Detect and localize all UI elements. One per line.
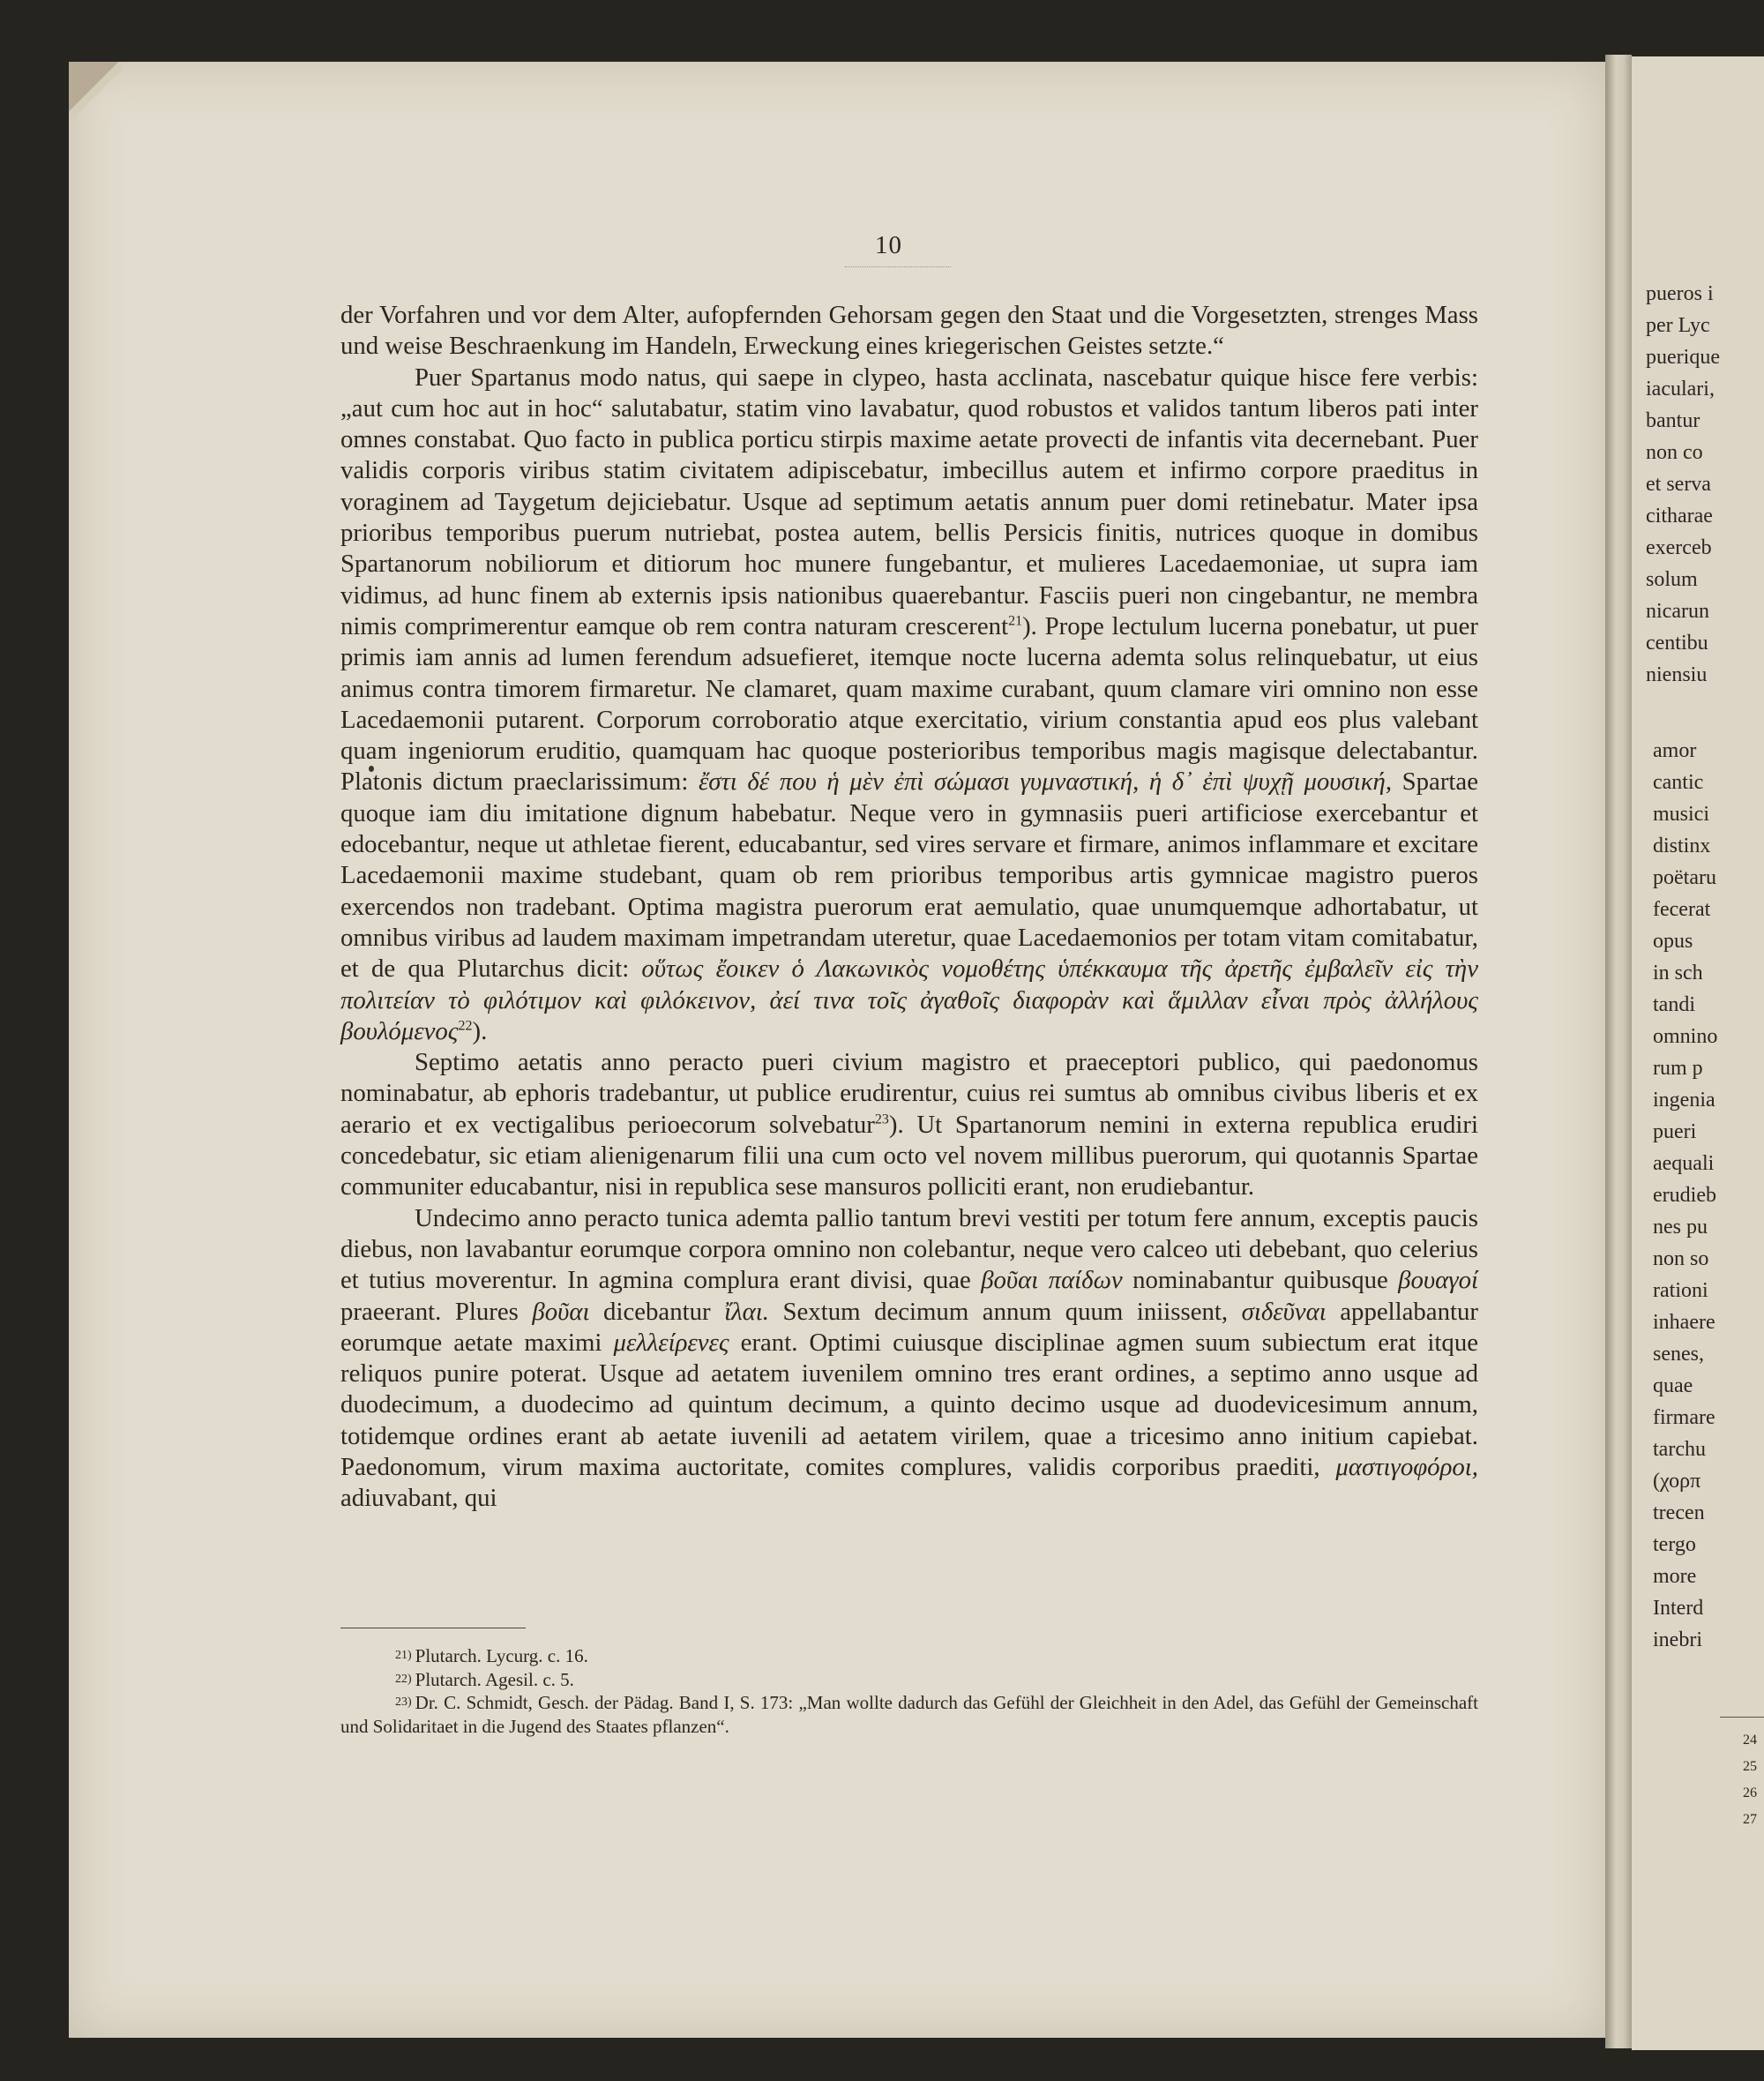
footnote-text: Plutarch. Agesil. c. 5. [415,1668,574,1690]
next-page-footnote-rule [1720,1717,1764,1718]
text-run: praeerant. Plures [340,1297,533,1326]
next-page-line-fragment: bantur [1646,409,1700,432]
next-page-line-fragment: pueri [1653,1120,1697,1143]
next-page-line-fragment: pueros i [1646,282,1714,305]
paragraph [340,1203,1478,1515]
next-page-line-fragment: centibu [1646,632,1708,655]
page-number-ornament [845,266,951,273]
greek-quotation: σιδεῦναι [1241,1297,1327,1326]
text-run: ). Prope lectulum lucerna ponebatur, ut puer primis iam annis ad lumen ferendum adsuefieret, itemque nocte lucerna ademta solus relinquebatur, ut eius animus contra timorem firmaretur. Ne clamaret, quam maxime curabant, quum clamare viri omnino non esse Lacedaemonii putarent. Corporum corroboratio atque exercitatio, virium constantia apud eos plus valebant quam ingeniorum eruditio, quamquam hac quoque posterioribus temporibus magis magisque delectabantur. Platonis dictum praeclarissimum: [340,611,1478,797]
paragraph [340,363,1478,1048]
next-page-line-fragment: et serva [1646,473,1711,496]
greek-quotation: μαστιγοφόροι, [1335,1452,1478,1481]
next-page-line-fragment: niensiu [1646,663,1708,686]
text-run: nominabantur quibusque [1122,1266,1399,1295]
body-text [340,300,1478,1515]
text-run: dicebantur [589,1297,725,1326]
next-page-line-fragment: inhaere [1653,1311,1715,1334]
next-page-line-fragment: in sch [1653,962,1703,984]
next-page-line-fragment: non so [1653,1247,1709,1270]
footnote-text: Dr. C. Schmidt, Gesch. der Pädag. Band I, S. 173: „Man wollte dadurch das Gefühl der Gleichheit in den Adel, das Gefühl der Gemeinschaft und Solidaritaet in die Jugend des Staates pflanzen“. [340,1692,1478,1737]
next-page-line-fragment: aequali [1653,1152,1715,1175]
text-run: der Vorfahren und vor dem Alter, aufopfernden Gehorsam gegen den Staat und die Vorgesetzten, strenges Mass und weise Beschraenkung im Handeln, Erweckung eines kriegerischen Geistes setzte.“ [340,301,1478,361]
greek-quotation: ἔστι δέ που ἡ μὲν ἐπὶ σώμασι γυμναστική, ἡ δ᾽ ἐπὶ ψυχῇ μουσική, [698,767,1393,797]
next-page-line-fragment: fecerat [1653,898,1711,921]
next-page-line-fragment: (χορπ [1653,1470,1701,1493]
greek-quotation: ἴλαι. [724,1297,769,1326]
next-page-footnote-mark: 27 [1743,1812,1757,1827]
next-page-line-fragment: puerique [1646,346,1720,369]
next-page-line-fragment: iaculari, [1646,378,1715,400]
greek-quotation: βοῦαι [532,1297,590,1326]
paragraph [340,1047,1478,1202]
next-page-line-fragment: per Lyc [1646,314,1710,337]
next-page-line-fragment: Interd [1653,1597,1704,1620]
text-run: adiuvabant, qui [340,1484,497,1513]
footnotes [340,1644,1478,1738]
next-page-line-fragment: citharae [1646,505,1713,528]
greek-quotation: οὕτως ἔοικεν ὁ Λακωνικὸς νομοθέτης ὑπέκκαυμα τῆς ἀρετῆς ἐμβαλεῖν εἰς τὴν πολιτείαν τὸ φιλότιμον καὶ φιλόκεινον, ἀεί τινα τοῖς ἀγαθοῖς διαφορὰν καὶ ἅμιλλαν εἶναι πρὸς ἀλλήλους βουλόμενος [340,954,1478,1045]
next-page-line-fragment: nicarun [1646,600,1709,623]
next-page-footnote-mark: 25 [1743,1759,1757,1774]
next-page-line-fragment: rationi [1653,1279,1708,1302]
text-run: Undecimo anno peracto tunica ademta pallio tantum brevi vestiti per totum fere annum, exceptis paucis diebus, non lavabantur eorumque corpora omnino non colebantur, neque vero calceo uti debebant, quo celerius et tutius moverentur. In agmina complura erant divisi, quae [340,1203,1478,1295]
next-page-line-fragment: distinx [1653,835,1711,857]
footnote [340,1644,1478,1668]
next-page-line-fragment: solum [1646,568,1698,591]
next-page-line-fragment: quae [1653,1374,1693,1397]
footnote-reference: 21 [1008,613,1023,629]
footnote [340,1691,1478,1738]
next-page-line-fragment: cantic [1653,771,1704,794]
next-page-footnote-mark: 26 [1743,1785,1757,1800]
next-page-line-fragment: firmare [1653,1406,1715,1429]
paragraph [340,300,1478,363]
footnote-text: Plutarch. Lycurg. c. 16. [415,1645,588,1666]
text-run: Puer Spartanus modo natus, qui saepe in clypeo, hasta acclinata, nascebatur quique hisce fere verbis: „aut cum hoc aut in hoc“ salutabatur, statim vino lavabatur, quod robustos et validos tantum liberos pati inter omnes constabat. Quo facto in publica porticu stirpis maxime aetate provecti de infantis vita decernebant. Puer validis corporis viribus statim civitatem adipiscebatur, imbecillus autem et infirmo corpore praeditus in voraginem ad Taygetum dejiciebatur. Usque ad septimum aetatis annum puer domi retinebatur. Mater ipsa prioribus temporibus puerum nutriebat, postea autem, bellis Persicis finitis, nutrices quoque in domibus Spartanorum nobiliorum et ditiorum hoc munere fungebantur, et mulieres Lacedaemoniae, ut supra iam vidimus, ad hunc finem ab externis ipsis nationibus quaerebantur. Fasciis pueri non cingebantur, ne membra nimis comprimerentur eamque ob rem contra naturam crescerent [340,363,1478,640]
text-run: Spartae quoque iam diu imitatione dignum habebatur. Neque vero in gymnasiis pueri artificiose exercebantur et edocebantur, neque ut athletae fierent, educabantur, sed vires servare et firmare, animos inflammare et excitare Lacedaemonii maxime studebant, quam ob rem prioribus temporibus artis gymnicae magistro pueros exercendos non tradebant. Optima magistra puerorum erat aemulatio, quae unumquemque adhortabatur, ut omnibus viribus ad laudem maximam impetrandam uteretur, quae Lacedaemonios per totam vitam comitabatur, et de qua Plutarchus dicit: [340,767,1478,984]
next-page-line-fragment: musici [1653,803,1709,826]
next-page-line-fragment: more [1653,1565,1697,1588]
text-run: appellabantur eorumque aetate maximi [340,1297,1478,1357]
text-run: ). [472,1016,488,1045]
next-page-edge [1632,56,1764,2050]
text-run: erant. Optimi cuiusque disciplinae agmen suum subiectum erat itque reliquos punire poterat. Usque ad aetatem iuvenilem omnino tres erant ordines, a septimo anno usque ad duodecimum, a duodecimo ad quintum decimum, a quinto decimo usque ad duodevicesimum annum, totidemque ordines erant ab aetate iuvenili ad aetatem virilem, quae a tricesimo anno initium capiebat. Paedonomum, virum maxima auctoritate, comites complures, validis corporibus praediti, [340,1328,1479,1481]
text-run: Septimo aetatis anno peracto pueri civium magistro et praeceptori publico, qui paedonomus nominabatur, ab ephoris tradebantur, ut publice erudirentur, cuius rei sumtus ab omnibus civibus liberis et ex aerario et ex vectigalibus perioecorum solvebatur [340,1048,1478,1139]
book-gutter [1605,55,1632,2048]
next-page-line-fragment: tergo [1653,1533,1696,1556]
next-page-line-fragment: nes pu [1653,1216,1708,1239]
text-run: ). Ut Spartanorum nemini in externa republica erudiri concedebatur, sic etiam alienigenarum filii una cum octo vel novem millibus puerorum, qui quotannis Spartae communiter educabantur, nisi in republica sese mansuros polliciti erant, non erudiebantur. [340,1110,1478,1201]
next-page-line-fragment: trecen [1653,1501,1705,1524]
footnote-number: 23) [395,1695,412,1709]
footnote-number: 21) [395,1649,412,1662]
footnote [340,1668,1478,1692]
next-page-line-fragment: senes, [1653,1343,1704,1366]
greek-quotation: βουαγοί [1398,1266,1478,1295]
next-page-line-fragment: tarchu [1653,1438,1706,1461]
greek-quotation: βοῦαι παίδων [981,1266,1123,1295]
next-page-line-fragment: non co [1646,441,1703,464]
page-number: 10 [875,231,902,259]
next-page-footnote-mark: 24 [1743,1733,1757,1748]
next-page-line-fragment: ingenia [1653,1089,1715,1112]
next-page-line-fragment: amor [1653,739,1697,762]
greek-quotation: μελλείρενες [613,1328,729,1357]
next-page-line-fragment: tandi [1653,993,1695,1016]
next-page-line-fragment: rum p [1653,1057,1703,1080]
next-page-line-fragment: omnino [1653,1025,1718,1048]
next-page-line-fragment: poëtaru [1653,866,1716,889]
next-page-line-fragment: exerceb [1646,536,1712,559]
next-page-line-fragment: erudieb [1653,1184,1716,1207]
footnote-number: 22) [395,1672,412,1686]
footnote-reference: 22 [458,1018,473,1034]
footnote-reference: 23 [874,1112,889,1127]
text-run: Sextum decimum annum quum iniissent, [768,1297,1242,1326]
next-page-line-fragment: opus [1653,930,1693,953]
next-page-line-fragment: inebri [1653,1628,1702,1651]
folded-corner [69,62,123,116]
